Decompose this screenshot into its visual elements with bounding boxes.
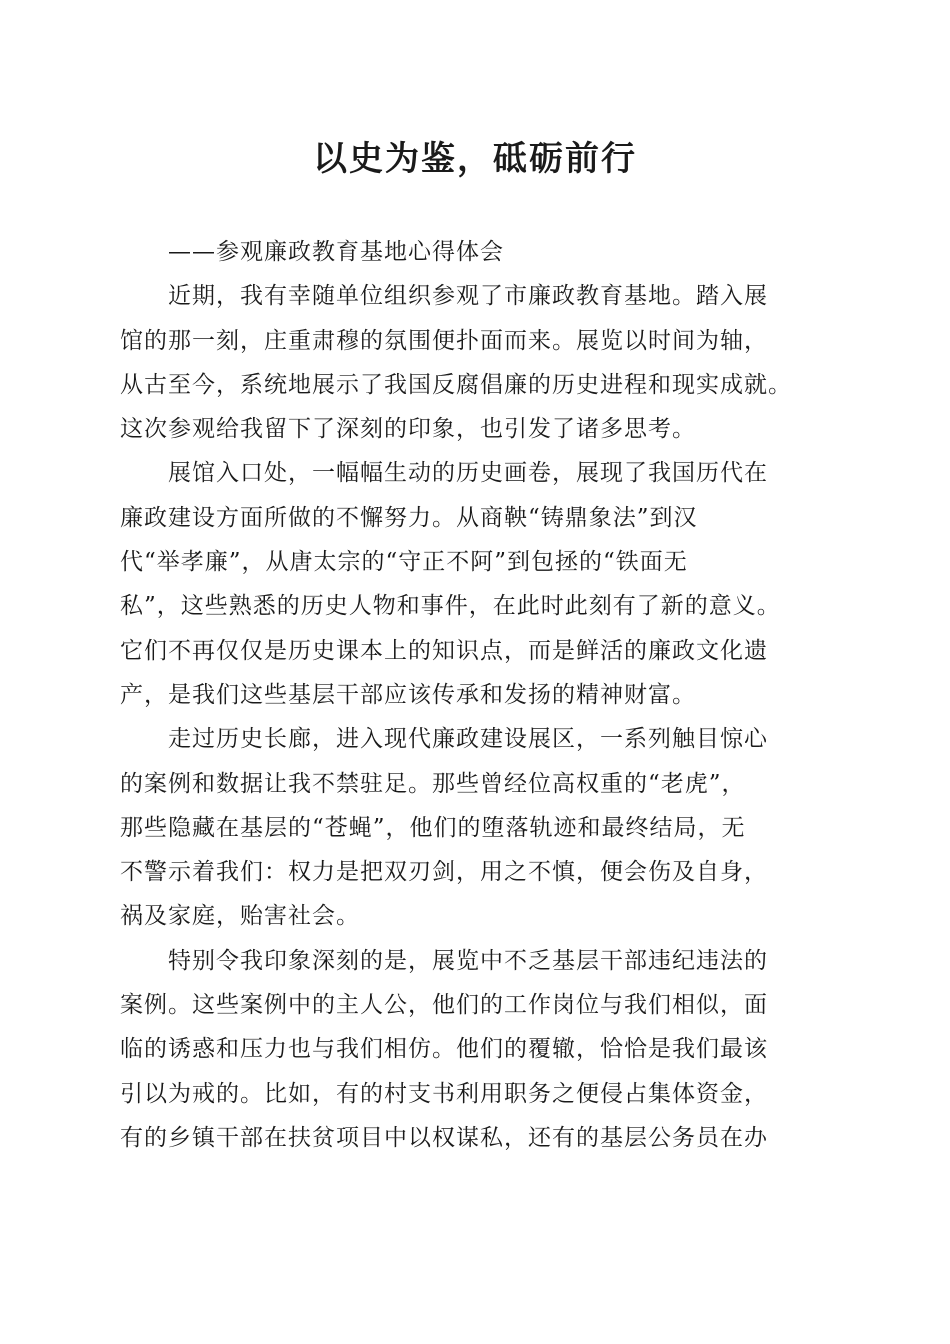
paragraph-4-line-4: 引以为戒的。比如，有的村支书利用职务之便侵占集体资金， bbox=[120, 1080, 768, 1107]
paragraph-2-line-3: 代“举孝廉”，从唐太宗的“守正不阿”到包拯的“铁面无 bbox=[120, 549, 688, 576]
paragraph-1-line-4: 这次参观给我留下了深刻的印象，也引发了诸多思考。 bbox=[120, 416, 696, 443]
paragraph-1-line-3: 从古至今，系统地展示了我国反腐倡廉的历史进程和现实成就。 bbox=[120, 371, 792, 398]
paragraph-4-line-2: 案例。这些案例中的主人公，他们的工作岗位与我们相似，面 bbox=[120, 992, 768, 1019]
paragraph-1-line-2: 馆的那一刻，庄重肃穆的氛围便扑面而来。展览以时间为轴， bbox=[120, 327, 768, 354]
paragraph-1-line-1: 近期，我有幸随单位组织参观了市廉政教育基地。踏入展 bbox=[168, 283, 768, 310]
paragraph-2-line-6: 产，是我们这些基层干部应该传承和发扬的精神财富。 bbox=[120, 681, 696, 708]
paragraph-2-line-1: 展馆入口处，一幅幅生动的历史画卷，展现了我国历代在 bbox=[168, 460, 768, 487]
paragraph-3-line-5: 祸及家庭，贻害社会。 bbox=[120, 903, 360, 930]
document-body bbox=[120, 230, 830, 1160]
paragraph-3-line-2: 的案例和数据让我不禁驻足。那些曾经位高权重的“老虎”， bbox=[120, 770, 746, 797]
subtitle: ——参观廉政教育基地心得体会 bbox=[168, 239, 504, 265]
paragraph-3-line-3: 那些隐藏在基层的“苍蝇”，他们的堕落轨迹和最终结局，无 bbox=[120, 814, 746, 841]
paragraph-4-line-5: 有的乡镇干部在扶贫项目中以权谋私，还有的基层公务员在办 bbox=[120, 1124, 768, 1151]
paragraph-2-line-2: 廉政建设方面所做的不懈努力。从商鞅“铸鼎象法”到汉 bbox=[120, 504, 698, 531]
paragraph-4-line-1: 特别令我印象深刻的是，展览中不乏基层干部违纪违法的 bbox=[168, 947, 768, 974]
paragraph-3-line-4: 不警示着我们：权力是把双刃剑，用之不慎，便会伤及自身， bbox=[120, 859, 768, 886]
paragraph-4-line-3: 临的诱惑和压力也与我们相仿。他们的覆辙，恰恰是我们最该 bbox=[120, 1036, 768, 1063]
paragraph-2-line-5: 它们不再仅仅是历史课本上的知识点，而是鲜活的廉政文化遗 bbox=[120, 637, 768, 664]
paragraph-3-line-1: 走过历史长廊，进入现代廉政建设展区，一系列触目惊心 bbox=[168, 726, 768, 753]
document-title: 以史为鉴，砥砺前行 bbox=[313, 139, 637, 179]
paragraph-2-line-4: 私”，这些熟悉的历史人物和事件，在此时此刻有了新的意义。 bbox=[120, 593, 781, 620]
